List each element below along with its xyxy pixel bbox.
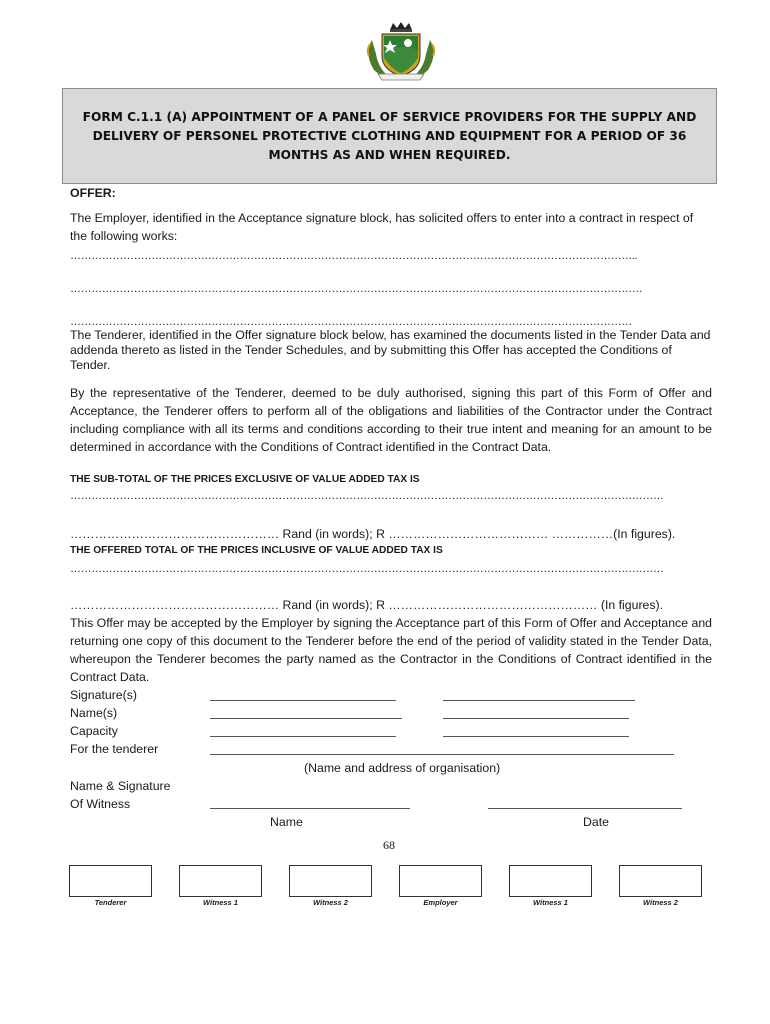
initial-box-witness-2b[interactable]	[619, 865, 702, 897]
capacity-line-1[interactable]	[210, 736, 396, 737]
witness-label-line2: Of Witness	[70, 797, 131, 811]
witness-name-line[interactable]	[210, 808, 410, 809]
tenderer-paragraph: The Tenderer, identified in the Offer signature block below, has examined the documents listed in the Tender Data and addenda thereto as listed in the Tender Schedules, and by submitting this Offer has accepted the Conditions of Tender.	[70, 328, 711, 372]
initial-box-witness-1b[interactable]	[509, 865, 592, 897]
works-dotted-line-3[interactable]: ……………………………………………………………………………………………………………………………………………	[70, 316, 632, 328]
name-line-1[interactable]	[210, 718, 402, 719]
initial-label-witness-1a: Witness 1	[203, 898, 238, 907]
initial-box-employer[interactable]	[399, 865, 482, 897]
representative-paragraph: By the representative of the Tenderer, deemed to be duly authorised, signing this part of this Form of Offer and Acceptance, the Tenderer offers to perform all of the obligations and liabilities of the Contractor under the Contract including compliance with all its terms and conditions according to their true intent and meaning for an amount to be determined in accordance with the Conditions of Contract identified in the Contract Data.	[70, 386, 712, 454]
capacity-label: Capacity	[70, 724, 118, 738]
offer-intro: The Employer, identified in the Acceptance signature block, has solicited offers to enter into a contract in respect of the following works:	[70, 211, 694, 243]
for-tenderer-label: For the tenderer	[70, 742, 159, 756]
form-title: FORM C.1.1 (A) APPOINTMENT OF A PANEL OF SERVICE PROVIDERS FOR THE SUPPLY AND DELIVERY OF PERSONEL PROTECTIVE CLOTHING AND EQUIPMENT FOR A PERIOD OF 36 MONTHS AS AND WHEN REQUIRED.	[82, 109, 697, 162]
page-number: 68	[383, 838, 395, 852]
initial-label-witness-2b: Witness 2	[643, 898, 678, 907]
initial-label-witness-1b: Witness 1	[533, 898, 568, 907]
initial-label-employer: Employer	[423, 898, 458, 907]
witness-label-line1: Name & Signature	[70, 779, 171, 793]
form-title-box	[62, 88, 717, 184]
witness-date-line[interactable]	[488, 808, 682, 809]
organisation-line[interactable]	[210, 754, 674, 755]
names-label: Name(s)	[70, 706, 118, 720]
name-line-2[interactable]	[443, 718, 629, 719]
subtotal-rand-line[interactable]: …………………………………………… Rand (in words); R ………………………………… ……………(In figures).	[70, 527, 676, 541]
initial-label-tenderer: Tenderer	[94, 898, 127, 907]
municipal-crest	[360, 20, 442, 82]
initial-box-tenderer[interactable]	[69, 865, 152, 897]
offer-heading: OFFER:	[70, 186, 116, 200]
signature-line-1[interactable]	[210, 700, 396, 701]
capacity-line-2[interactable]	[443, 736, 629, 737]
date-caption: Date	[583, 815, 609, 829]
signatures-label: Signature(s)	[70, 688, 137, 702]
initial-box-witness-2a[interactable]	[289, 865, 372, 897]
total-heading: THE OFFERED TOTAL OF THE PRICES INCLUSIVE OF VALUE ADDED TAX IS	[70, 545, 443, 556]
initial-box-witness-1a[interactable]	[179, 865, 262, 897]
total-dotted-line[interactable]: ……………………………………………………………………………………………………………………………………………………	[70, 563, 664, 575]
subtotal-dotted-line[interactable]: ……………………………………………………………………………………………………………………………………………………	[70, 490, 664, 502]
acceptance-paragraph: This Offer may be accepted by the Employer by signing the Acceptance part of this Form of Offer and Acceptance and returning one copy of this document to the Tenderer before the end of the period of validity stated in the Tender Data, whereupon the Tenderer becomes the party named as the Contractor in the Conditions of Contract identified in the Contract Data.	[70, 616, 712, 684]
name-caption: Name	[270, 815, 303, 829]
signature-line-2[interactable]	[443, 700, 635, 701]
total-rand-line[interactable]: …………………………………………… Rand (in words); R …………………………………………… (In figures).	[70, 598, 664, 612]
organisation-caption: (Name and address of organisation)	[304, 761, 501, 775]
works-dotted-line-2[interactable]: ………………………………………………………………………………………………………………………………………………	[70, 283, 643, 295]
works-dotted-line-1[interactable]: ……………………………………………………………………………………………………………………………………………..	[70, 250, 638, 262]
initial-label-witness-2a: Witness 2	[313, 898, 348, 907]
subtotal-heading: THE SUB-TOTAL OF THE PRICES EXCLUSIVE OF VALUE ADDED TAX IS	[70, 474, 420, 485]
